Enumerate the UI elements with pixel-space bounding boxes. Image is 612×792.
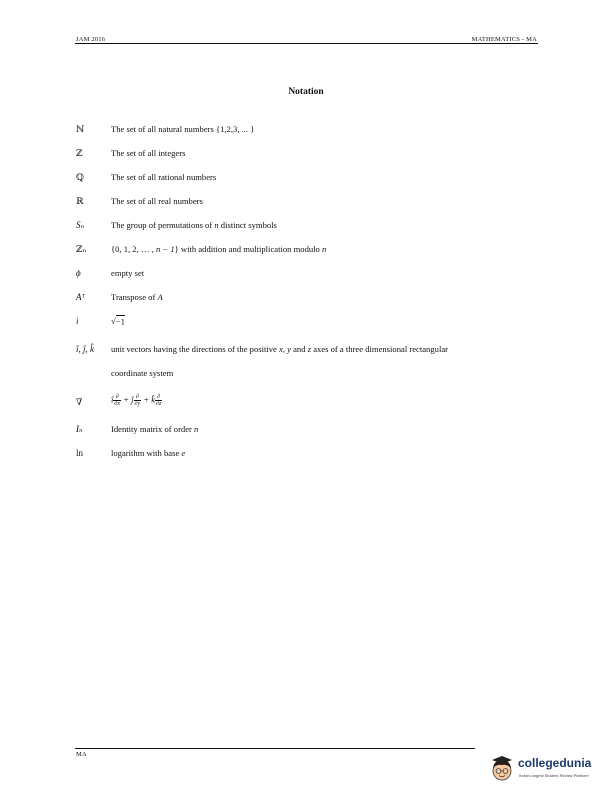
notation-description: The group of permutations of n distinct symbols [111,220,277,230]
notation-description: The set of all rational numbers [111,172,217,182]
notation-row [0,196,612,210]
notation-description: √−1 [111,316,125,326]
page-title: Notation [288,87,324,97]
header-divider [75,43,538,44]
notation-symbol: ϕ [76,268,81,278]
notation-row [0,244,612,258]
brand-tagline: India's largest Student Review Platform [519,773,589,778]
notation-description: {0, 1, 2, … , n − 1} with addition and multiplication modulo n [111,244,327,254]
student-mascot-icon [488,754,516,784]
notation-row [0,344,612,358]
sqrt-sign: √ [111,316,116,326]
notation-description: The set of all real numbers [111,196,203,206]
notation-symbol: ℚ [76,172,84,182]
notation-description-continuation: coordinate system [111,368,174,378]
notation-symbol: Iₙ [76,424,83,434]
notation-symbol: ln [76,448,84,458]
header-subject-label: MATHEMATICS - MA [471,36,537,43]
notation-description: Transpose of A [111,292,163,302]
notation-symbol: ℤₙ [76,244,87,254]
notation-row [0,268,612,282]
notation-row [0,292,612,306]
notation-row-continuation [0,368,612,382]
header-exam-label: JAM 2016 [76,36,106,43]
brand-name: collegedunia [518,756,592,770]
footer-paper-code: MA [76,751,87,758]
notation-symbol: ℝ [76,196,84,206]
notation-description: empty set [111,268,145,278]
notation-row [0,124,612,138]
notation-row [0,172,612,186]
notation-symbol: î, ĵ, k̂ [76,344,94,354]
notation-symbol: ℕ [76,124,85,134]
notation-row [0,394,612,414]
notation-symbol: i [76,316,79,326]
notation-description: î $\frac{\partial}{\partial x}$ + ĵ $\frac{\partial}{\partial y}$ + k̂ $\frac{\partial}{\partial z}$ [111,394,162,407]
notation-symbol: Aᵀ [76,292,85,302]
notation-symbol: ∇ [76,397,83,407]
notation-symbol: Sₙ [76,220,85,230]
notation-row [0,220,612,234]
notation-row [0,448,612,462]
notation-description: unit vectors having the directions of the positive x, y and z axes of a three dimensional rectangular [111,344,449,354]
notation-description: The set of all integers [111,148,186,158]
notation-row [0,316,612,330]
notation-description: Identity matrix of order n [111,424,199,434]
notation-description: logarithm with base e [111,448,186,458]
notation-row [0,148,612,162]
notation-description: The set of all natural numbers {1,2,3, ... } [111,124,255,134]
brand-logo [488,752,608,788]
notation-symbol: ℤ [76,148,83,158]
notation-row [0,424,612,438]
footer-divider [75,748,475,749]
